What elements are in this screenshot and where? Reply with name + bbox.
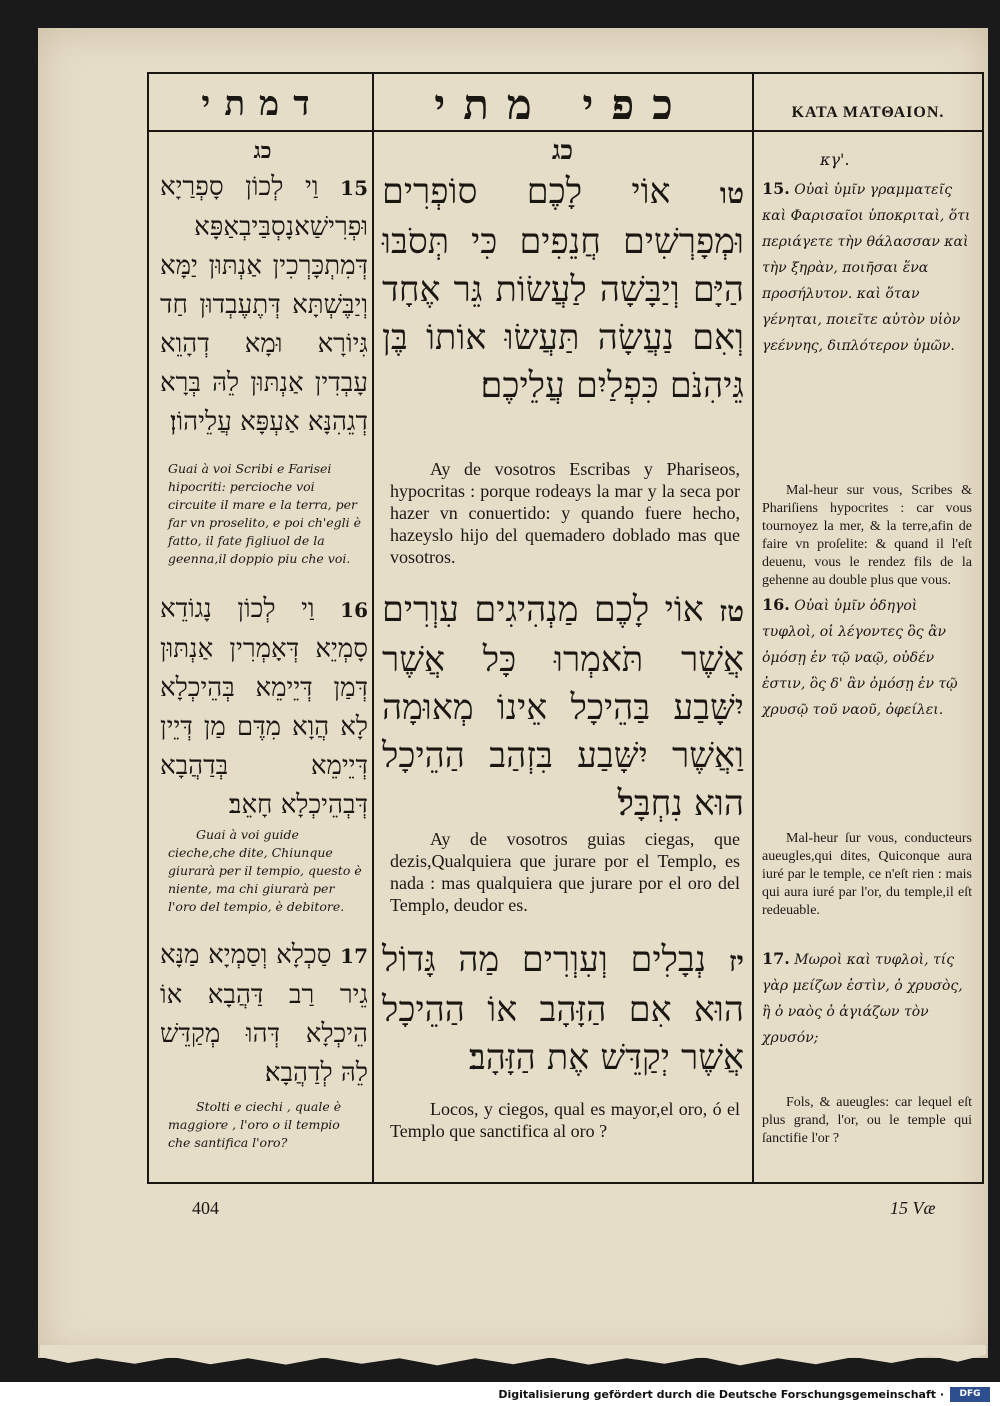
verse-text: Οὐαὶ ὑμῖν ὁδηγοὶ τυφλοὶ, οἱ λέγοντες ὃς ἂν ὀμόσῃ ἐν τῷ ναῷ, οὐδέν ἐστιν, ὃς δ' ἂν ὀμόσῃ ἐν τῷ χρυσῷ τοῦ ναοῦ, ὀφείλει. bbox=[762, 598, 958, 718]
verse-text: אוֹי לָכֶם סוֹפְרִים וּמְפָרְשִׁים חֲנֵפִים כִּי תְּסֹבּוּ הַיָּם וְיַבָּשָׁה לַעֲשׂוֹת גֵּר אֶחָד וְאִם נַעֲשָׂה תַּעֲשׂוּ אוֹתוֹ בֶּן גֵּיהִנֹּם כִּפְלַיִם עֲלֵיכֶם׃ bbox=[382, 172, 744, 406]
verse-text: וַי לְכוֹן נָגוֹדֵא סָמְיֵא דְּאָמְרִין אַנְתּוּן דְּמַן דְּיֵימֵא בְּהֵיכְלָא לָא הֲוָא מִדֶּם מַן דְּיֵין דְּיֵימֵא בְּדַהֲבָא דְּבְהֵיכְלָא חָאֵב׃ bbox=[160, 594, 368, 820]
spanish-verse-16: Ay de vosotros guias ciegas, que dezis,Qualquiera que jurare por el Templo, es nada : mas qualquiera que jurare por el oro del Templo, deudor es. bbox=[390, 829, 740, 915]
verse-text: נְבָלִים וְעִוְרִים מַה גָּדוֹל הוּא אִם הַזָּהָב אוֹ הַהֵיכָל אֲשֶׁר יְקַדֵּשׁ אֶת הַזָּהָב׃ bbox=[382, 940, 744, 1078]
catchword: 15 Væ bbox=[890, 1198, 936, 1218]
italian-verse-16: Guai à voi guide cieche,che dite, Chiunque giurarà per il tempio, questo è niente, ma chi giurarà per l'oro del tempio, è debitore. bbox=[168, 827, 362, 914]
verse-number: טז bbox=[719, 595, 744, 628]
column-rule-right bbox=[752, 72, 754, 1182]
french-verse-16: Mal-heur ſur vous, conducteurs aueugles,qui dites, Quiconque aura iuré par le temple, ce n'eſt rien : mais qui aura iuré par l'or, du temple,il eſt redeuable. bbox=[762, 831, 972, 918]
italian-verse-17: Stolti e ciechi , quale è maggiore , l'oro o il tempio che santifica l'oro? bbox=[168, 1099, 342, 1150]
french-verse-17: Fols, & aueugles: car lequel eſt plus grand, l'or, ou le temple qui ſanctifie l'or ? bbox=[762, 1095, 972, 1146]
greek-column-header: ΚΑΤΑ ΜΑΤΘΑΙΟΝ. bbox=[791, 104, 945, 121]
verse-number: 15. bbox=[762, 179, 790, 198]
verse-number: 15 bbox=[340, 176, 368, 200]
verse-text: אוֹי לָכֶם מַנְהִיגִים עִוְרִים אֲשֶׁר תֹּאמְרוּ כָּל אֲשֶׁר יִשָּׁבַע בַּהֵיכָל אֵינוֹ מְאוּמָה וַאֲשֶׁר יִשָּׁבַע בִּזְהַב הַהֵיכָל הוּא נִחְבָּל׃ bbox=[382, 590, 744, 824]
greek-verse-15 bbox=[762, 176, 974, 386]
verse-number: 17 bbox=[340, 944, 368, 968]
spanish-verse-17: Locos, y ciegos, qual es mayor,el oro, ó el Templo que sanctifica al oro ? bbox=[390, 1099, 740, 1141]
dfg-logo-icon: DFG bbox=[950, 1387, 990, 1402]
aramaic-verse-15 bbox=[160, 168, 368, 448]
aramaic-verse-16 bbox=[160, 590, 368, 822]
funding-credit: Digitalisierung gefördert durch die Deutsche Forschungsgemeinschaft · bbox=[498, 1388, 944, 1401]
greek-verse-17 bbox=[762, 946, 974, 1056]
aramaic-column-header: דמתי bbox=[201, 84, 324, 124]
hebrew-chapter-number: כג bbox=[551, 136, 574, 166]
verse-text: וַי לְכוֹן סָפְרַיָא וּפְרִישַׁאנָסְבַּיבְאַפָּא דְּמִתְכָּרְכִין אַנְתּוּן יַמָּא וְיַבֶּשְׁתָּא דְּתֶעֶבְדוּן חַד גִּיוֹרָא וּמָא דְהָוֵא עָבְדִין אַנְתּוּן לֵהּ בְּרָא דְגֵהִנָּא אַעְפָּא עֲלֵיהוֹן׃ bbox=[160, 172, 368, 437]
verse-number: טו bbox=[719, 177, 744, 210]
aramaic-verse-17 bbox=[160, 936, 368, 1086]
verse-number: יז bbox=[728, 945, 744, 978]
verse-text: Μωροὶ καὶ τυφλοὶ, τίς γὰρ μείζων ἐστὶν, ὁ χρυσὸς, ἢ ὁ ναὸς ὁ ἁγιάζων τὸν χρυσόν; bbox=[762, 952, 963, 1046]
verse-text: Οὐαὶ ὑμῖν γραμματεῖς καὶ Φαρισαῖοι ὑποκριταὶ, ὅτι περιάγετε τὴν θάλασσαν καὶ τὴν ξηρὰν, ποιῆσαι ἕνα προσήλυτον. καὶ ὅταν γένηται, ποιεῖτε αὐτὸν υἱὸν γεέννης, διπλότερον ὑμῶν. bbox=[762, 182, 971, 354]
verse-text: סַכְלָא וְסַמְיָא מַנָּא גֵיר רַב דַּהֲבָא אוֹ הֵיכְלָא דְּהוּ מְקַדֵּשׁ לֵהּ לְדַהֲבָא׃ bbox=[160, 940, 368, 1088]
page-number: 404 bbox=[192, 1198, 219, 1218]
header-rule bbox=[147, 130, 982, 132]
greek-verse-16 bbox=[762, 592, 974, 722]
hebrew-verse-15 bbox=[382, 168, 744, 446]
spanish-verse-15: Ay de vosotros Escribas y Phariseos, hypocritas : porque rodeays la mar y la seca por hazer vn conuertido: y quando fuere hecho, hazeyslo hijo del quemadero doblado mas que vosotros. bbox=[390, 459, 740, 567]
verse-number: 17. bbox=[762, 949, 790, 968]
torn-page-edge bbox=[40, 1345, 986, 1369]
greek-chapter-number: κγ'. bbox=[820, 150, 850, 169]
verse-number: 16. bbox=[762, 595, 790, 614]
column-rule-left bbox=[372, 72, 374, 1182]
aramaic-chapter-number: כג bbox=[253, 138, 272, 164]
hebrew-verse-16 bbox=[382, 586, 744, 824]
verse-number: 16 bbox=[340, 598, 368, 622]
italian-verse-15: Guai à voi Scribi e Farisei hipocriti: percioche voi circuite il mare e la terra, per far vn proselito, e poi ch'egli è fatto, il fate figliuol de la geenna,il doppio piu che voi. bbox=[168, 461, 362, 566]
hebrew-column-header: כפי מתי bbox=[434, 80, 691, 129]
hebrew-verse-17 bbox=[382, 936, 744, 1086]
french-verse-15: Mal-heur sur vous, Scribes & Phariſiens hypocrites : car vous tournoyez la mer, & la terre,afin de faire vn proſelite: & quand il l'eſt deuenu, vous le rendez fils de la gehenne au double plus que vous. bbox=[762, 483, 972, 588]
